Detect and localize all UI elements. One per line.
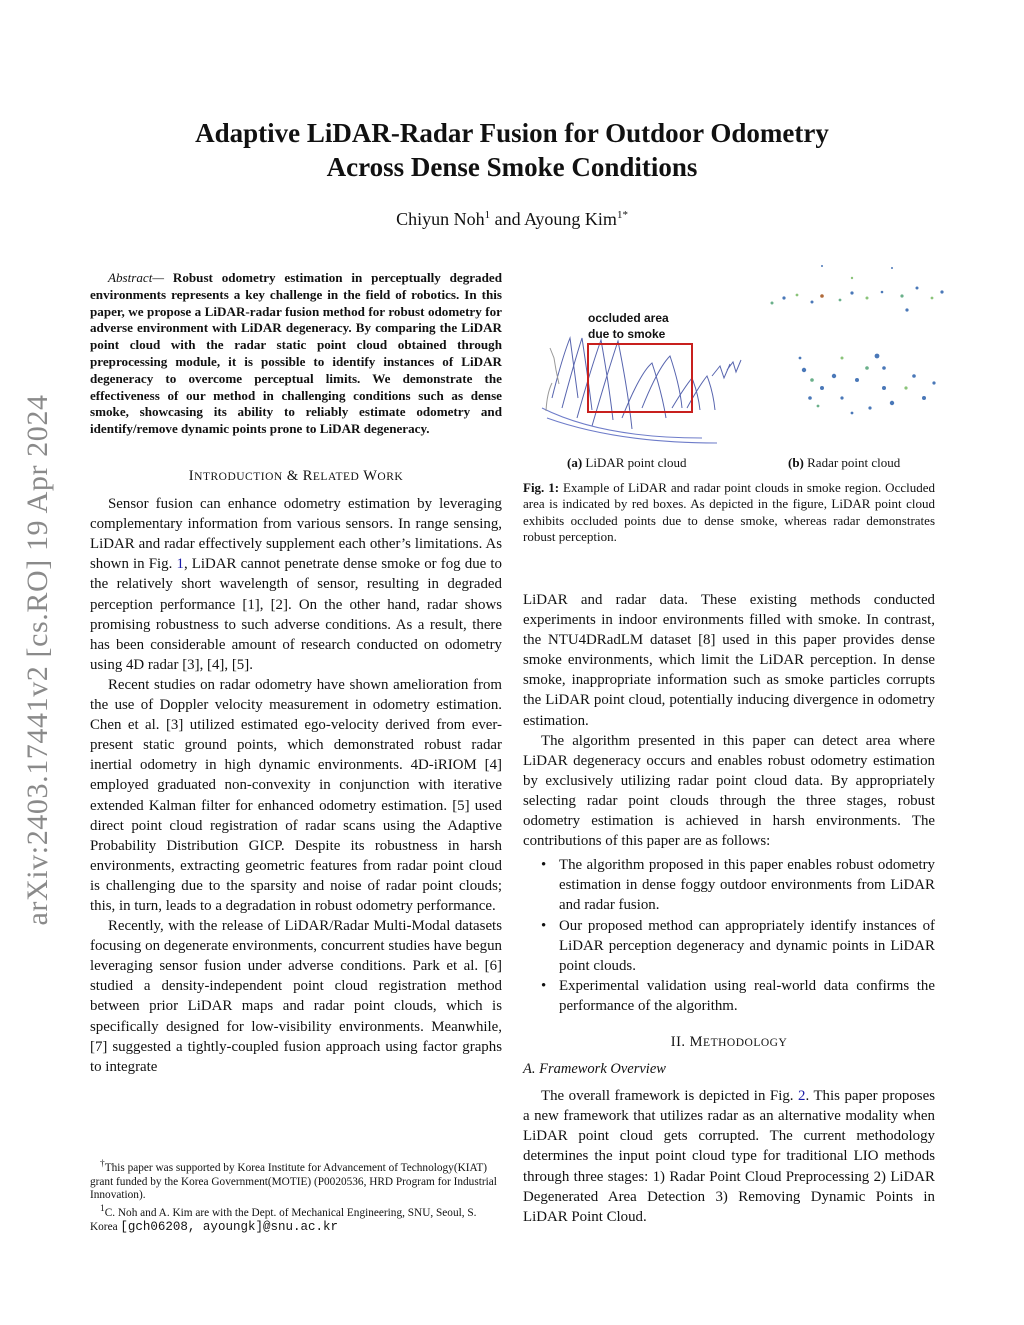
footnote-affiliation: $^1$C. Noh and A. Kim are with the Dept. of Mechanical Engineering, SNU, Seoul, S. Korea [gch06208, ayoungk]@snu.ac.kr	[90, 1204, 477, 1234]
abstract-label: Abstract	[108, 270, 153, 285]
subfigure-a-caption: (a) LiDAR point cloud	[567, 455, 687, 470]
point-cloud-figure	[522, 258, 952, 448]
footnote-funding: †This paper was supported by Korea Institute for Advancement of Technology(KIAT) grant funded by the Korea Government(MOTIE) (P0020536, HRD Program for Industrial Innovation).	[90, 1159, 497, 1202]
right-column	[523, 590, 935, 1227]
right-paragraph-3: The overall framework is depicted in Fig. 2. This paper proposes a new framework that utilizes radar as an alternative modality when LiDAR point cloud gets corrupted. The current methodology determines the input point cloud type for traditional LIO methods through three stages: 1) Radar Point Cloud Preprocessing 2) LiDAR Degenerated Area Detection 3) Removing Dynamic Points in LiDAR Point Cloud.	[523, 1088, 935, 1225]
abstract-text: Robust odometry estimation in perceptually degraded environments represents a key challenge in the field of robotics. In this paper, we propose a LiDAR-radar fusion method for robust odometry for adverse environment with LiDAR degeneracy. By comparing the LiDAR point cloud with the radar static point cloud obtained through preprocessing module, it is possible to identify instances of LiDAR degeneracy to overcome perceptual limits. We demonstrate the effectiveness of our method in challenging conditions such as dense smoke, showcasing its ability to reliably estimate odometry and identify/remove dynamic points prone to LiDAR degeneracy.	[90, 270, 502, 437]
section-2-heading: II. METHODOLOGY	[670, 1033, 788, 1050]
lidar-point-cloud	[542, 338, 741, 443]
figure-1	[522, 258, 952, 448]
arxiv-id-text: arXiv:2403.17441v2 [cs.RO] 19 Apr 2024	[21, 394, 54, 926]
footnotes	[90, 1158, 502, 1235]
intro-paragraph-1: Sensor fusion can enhance odometry estimation by leveraging complementary information from various sensors. In range sensing, LiDAR and radar effectively supplement each other’s limitations. As shown in Fig. 1, LiDAR cannot penetrate dense smoke or fog due to the relatively short wavelength of sensor, resulting in degraded perception performance [1], [2]. On the other hand, radar shows promising robustness to such adverse conditions. As a result, there has been considerable amount of research conducted on odometry using 4D radar [3], [4], [5].	[90, 496, 502, 673]
fig-2-reference-link[interactable]: 2	[798, 1088, 806, 1105]
contribution-item: • Experimental validation using real-world data confirms the performance of the algorithm.	[523, 976, 935, 1016]
author-2: Ayoung Kim	[524, 209, 617, 229]
author-1: Chiyun Noh	[396, 209, 485, 229]
arxiv-sidebar-identifier	[10, 350, 66, 970]
intro-paragraph-3: Recently, with the release of LiDAR/Radar Multi-Modal datasets focusing on degenerate environments, concurrent studies have begun leveraging sensor fusion under adverse conditions. Park et al. [6] studied a density-independent point cloud registration method between prior LiDAR maps and radar point clouds, which is specifically designed for low-visibility environments. Meanwhile, [7] suggested a tightly-coupled fusion approach using factor graphs to integrate	[90, 918, 502, 1075]
subfigure-b-caption: (b) Radar point cloud	[788, 455, 901, 470]
contributions-list	[523, 855, 935, 1016]
abstract: Abstract— Robust odometry estimation in perceptually degraded environments represents a key challenge in the field of robotics. In this paper, we propose a LiDAR-radar fusion method for robust odometry for adverse environment with LiDAR degeneracy. By comparing the LiDAR point cloud with the radar static point cloud obtained through preprocessing module, it is possible to identify instances of LiDAR degeneracy to overcome perceptual limits. We demonstrate the effectiveness of our method in challenging conditions such as dense smoke, showcasing its ability to reliably estimate odometry and identify/remove dynamic points prone to LiDAR degeneracy.	[90, 270, 502, 437]
fig-1-reference-link[interactable]: 1	[176, 556, 184, 573]
subsection-a-heading: A. Framework Overview	[523, 1061, 666, 1078]
right-paragraph-2: The algorithm presented in this paper can detect area where LiDAR degeneracy occurs and enables robust odometry estimation by exclusively utilizing radar point cloud data. By appropriately selecting radar point clouds through the three stages, robust odometry estimation is achieved in harsh environments. The contributions of this paper are as follows:	[523, 732, 935, 850]
occluded-area-label-line-1: occluded area	[588, 311, 669, 325]
author-list	[120, 209, 904, 230]
left-column	[90, 466, 502, 1077]
radar-point-cloud	[771, 265, 944, 414]
paper-title	[120, 116, 904, 184]
contribution-item: • The algorithm proposed in this paper enables robust odometry estimation in dense foggy outdoor environments from LiDAR and radar fusion.	[523, 855, 935, 915]
right-paragraph-1: LiDAR and radar data. These existing methods conducted experiments in indoor environments filled with smoke. In contrast, the NTU4DRadLM dataset [8] used in this paper provides dense smoke environments, which limit the LiDAR perception. In dense smoke, inappropriate information such as smoke particles corrupts the LiDAR point cloud, potentially inducing divergence in odometry estimation.	[523, 592, 935, 729]
figure-1-label: Fig. 1:	[523, 480, 560, 495]
author-emails: [gch06208, ayoungk]@snu.ac.kr	[120, 1219, 338, 1234]
title-line-1: Adaptive LiDAR-Radar Fusion for Outdoor Odometry	[195, 118, 829, 148]
occluded-area-label-line-2: due to smoke	[588, 327, 666, 341]
title-line-2: Across Dense Smoke Conditions	[326, 152, 698, 182]
section-1-heading: INTRODUCTION & RELATED WORK	[188, 468, 404, 484]
figure-1-caption: Fig. 1: Example of LiDAR and radar point clouds in smoke region. Occluded area is indicated by red boxes. As depicted in the figure, LiDAR point cloud exhibits occluded points due to dense smoke, whereas radar demonstrates robust perception.	[523, 480, 935, 545]
contribution-item: • Our proposed method can appropriately identify instances of LiDAR perception degeneracy and dynamic points in LiDAR point clouds.	[523, 916, 935, 976]
author-joiner: and	[490, 209, 525, 229]
author-2-affiliation-mark: 1*	[616, 209, 628, 221]
intro-paragraph-2: Recent studies on radar odometry have shown amelioration from the use of Doppler velocity measurement in odometry estimation. Chen et al. [3] utilized estimated ego-velocity derived from ever-present static ground points, which demonstrated robust radar inertial odometry in high dynamic environments. 4D-iRIOM [4] employed graduated non-convexity in conjunction with iterative extended Kalman filter for enhanced odometry estimation. [5] used direct point cloud registration of radar scans using the Adaptive Probability Distribution GICP. Despite its robustness in harsh environments, extracting geometric features from radar point cloud is challenging due to the sparsity and noise of radar point clouds; this, in turn, leads to a degradation in robust odometry performance.	[90, 676, 502, 914]
author-1-affiliation-mark: 1	[484, 209, 491, 221]
